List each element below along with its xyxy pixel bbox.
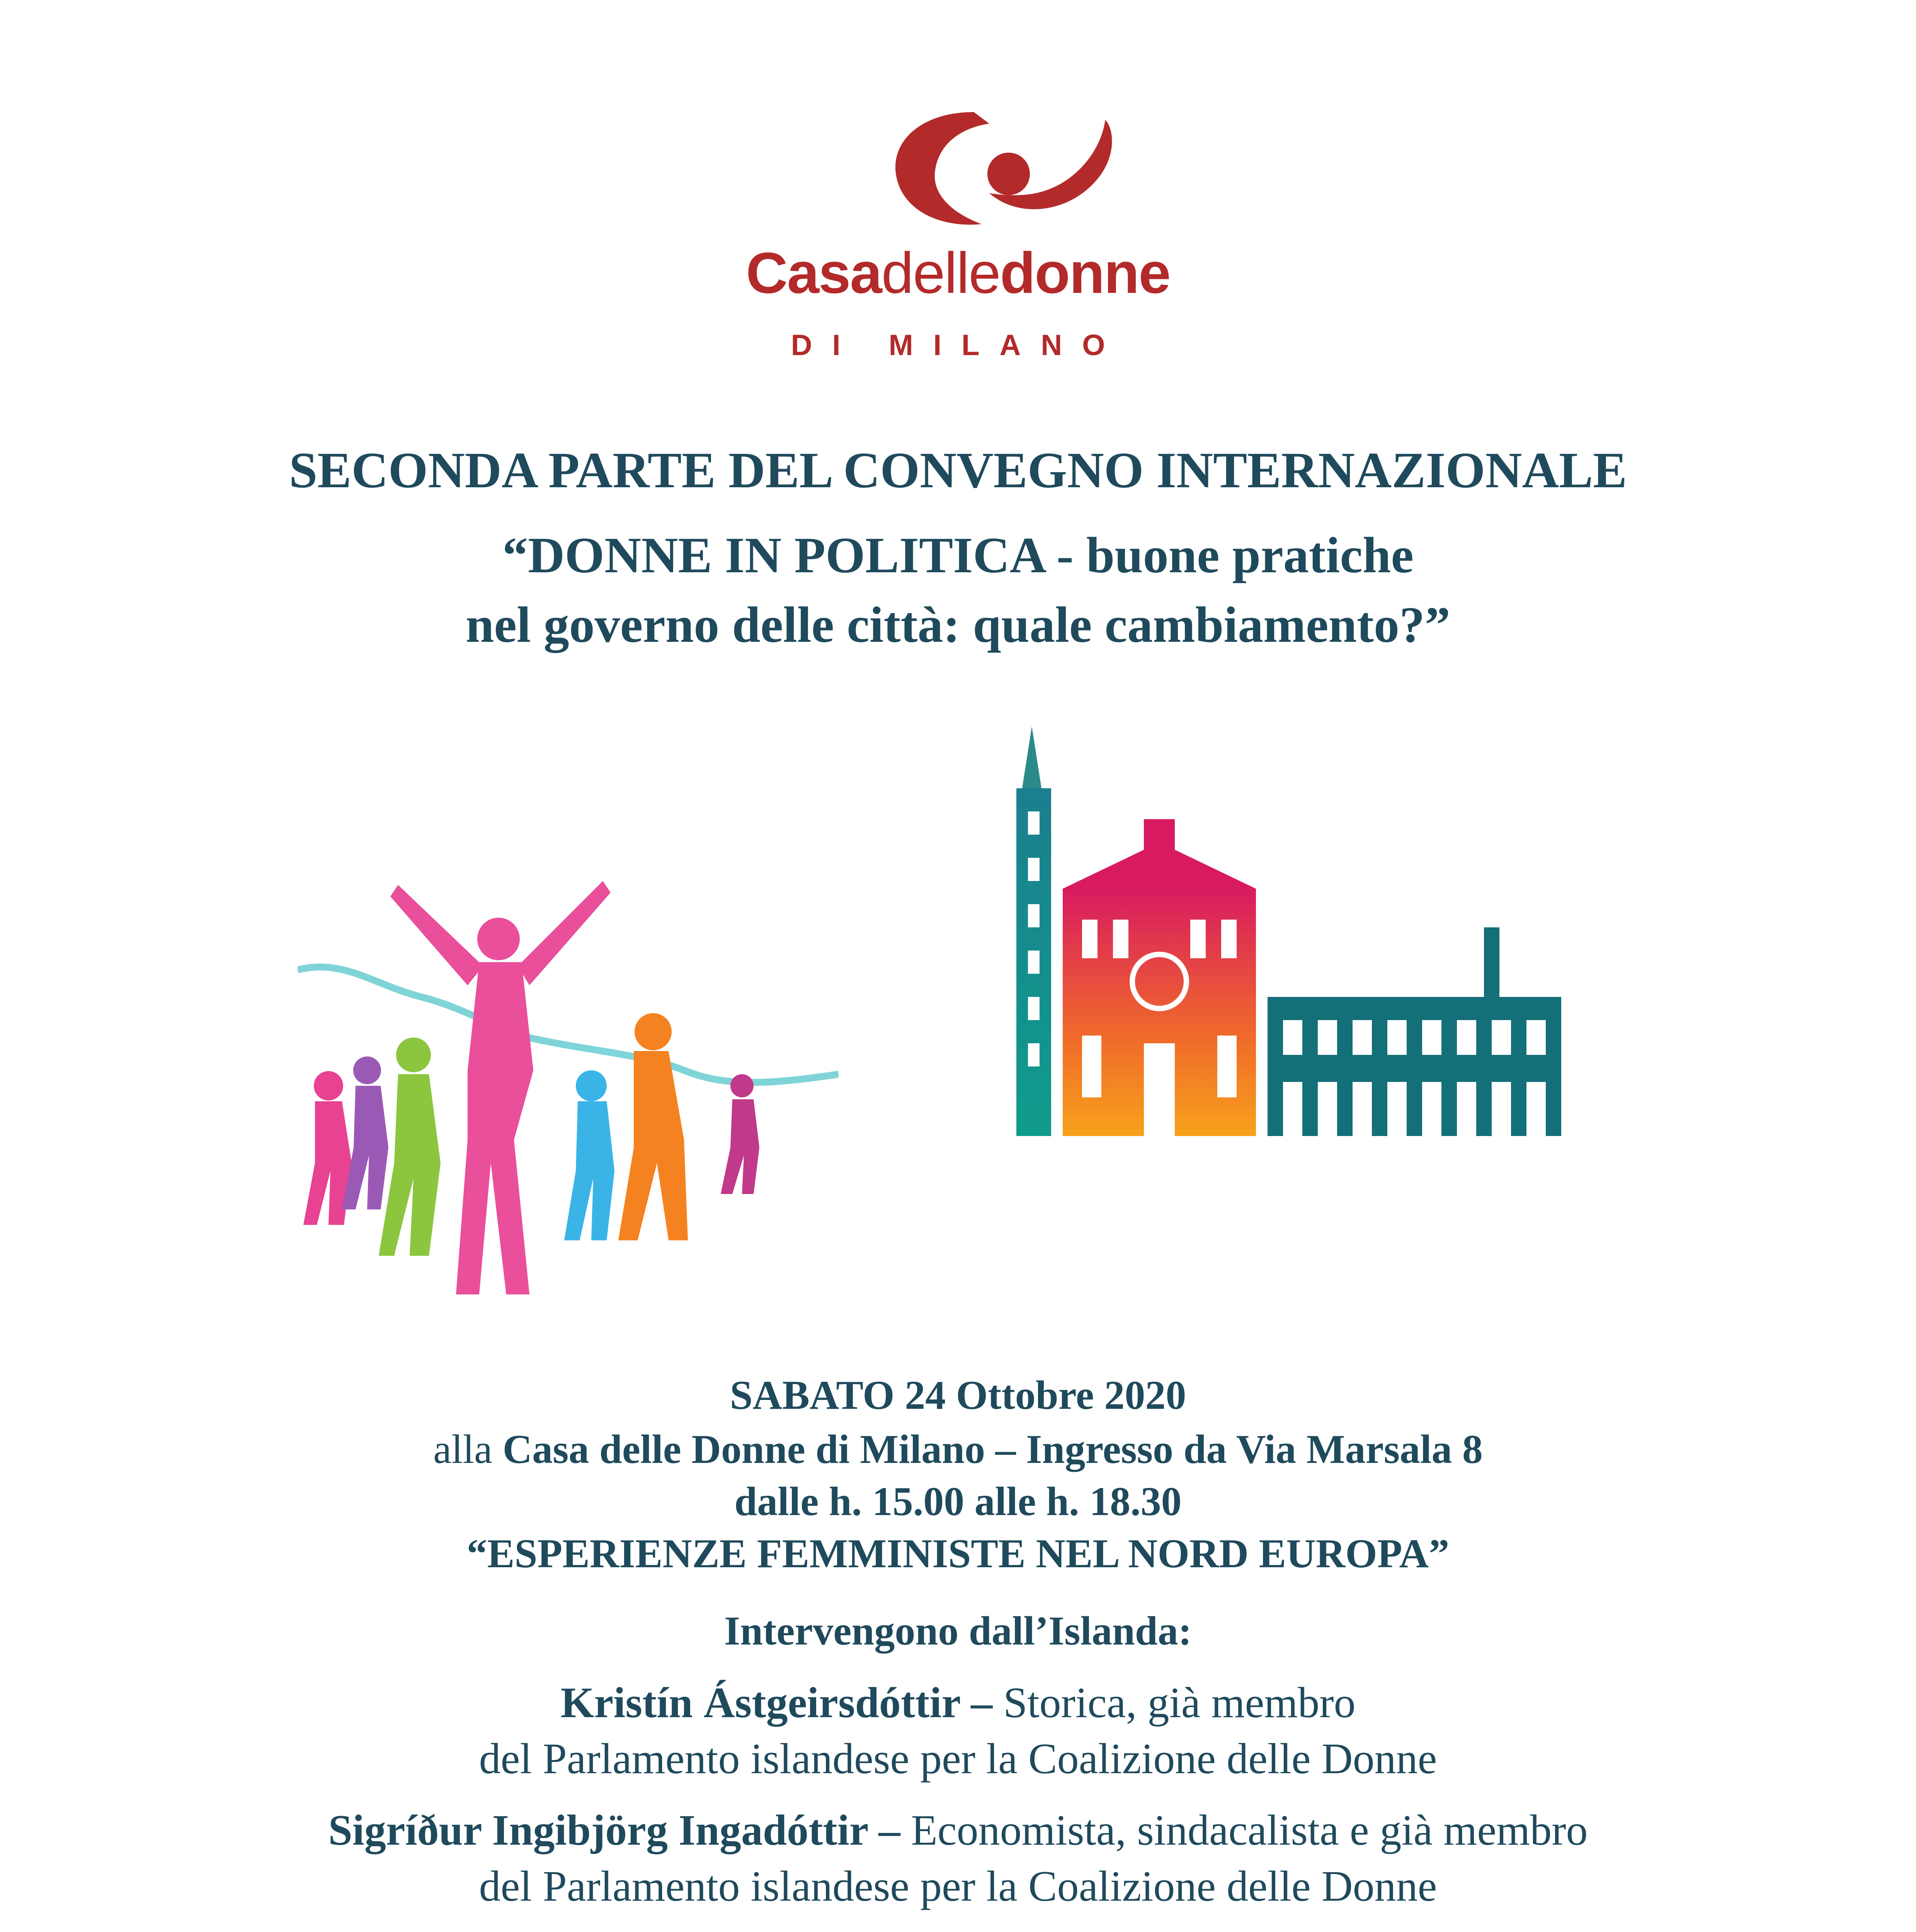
conference-title-line1: SECONDA PARTE DEL CONVEGNO INTERNAZIONALE xyxy=(289,442,1627,498)
event-location-name: Casa delle Donne di Milano – Ingresso da Via Marsala 8 xyxy=(502,1427,1483,1472)
event-time: dalle h. 15.00 alle h. 18.30 xyxy=(734,1479,1182,1524)
speaker-2-name: Sigríður Ingibjörg Ingadóttir – xyxy=(328,1806,900,1854)
event-theme: “ESPERIENZE FEMMINISTE NEL NORD EUROPA” xyxy=(466,1531,1450,1576)
speakers-heading: Intervengono dall’Islanda: xyxy=(724,1608,1192,1653)
logo-word-casa: Casa xyxy=(746,240,881,305)
cityscape-illustration xyxy=(974,726,1577,1171)
speaker-1-role-line2: del Parlamento islandese per la Coalizione delle Donne xyxy=(479,1735,1437,1783)
logo-word-donne: donne xyxy=(1000,240,1170,305)
speaker-2-role: Economista, sindacalista e già membro xyxy=(900,1806,1588,1854)
event-location xyxy=(0,1426,1916,1473)
event-location-prefix: alla xyxy=(433,1427,503,1472)
speaker-1 xyxy=(0,1675,1916,1731)
speaker-2-role-line2: del Parlamento islandese per la Coalizione delle Donne xyxy=(479,1862,1437,1910)
speaker-1-role: Storica, già membro xyxy=(992,1679,1356,1727)
casa-delle-donne-logo-mark xyxy=(873,97,1128,236)
speaker-1-name: Kristín Ástgeirsdóttir – xyxy=(560,1679,993,1727)
event-date: SABATO 24 Ottobre 2020 xyxy=(730,1372,1186,1418)
speaker-2 xyxy=(0,1803,1916,1858)
runners-illustration xyxy=(298,869,839,1314)
logo-word-delle: delle xyxy=(881,240,1000,305)
logo-subtitle: DI MILANO xyxy=(791,329,1125,362)
logo-wordmark xyxy=(0,240,1916,306)
conference-title-line2: “DONNE IN POLITICA - buone pratiche xyxy=(502,527,1414,583)
conference-title-line3: nel governo delle città: quale cambiamento?” xyxy=(466,596,1450,653)
